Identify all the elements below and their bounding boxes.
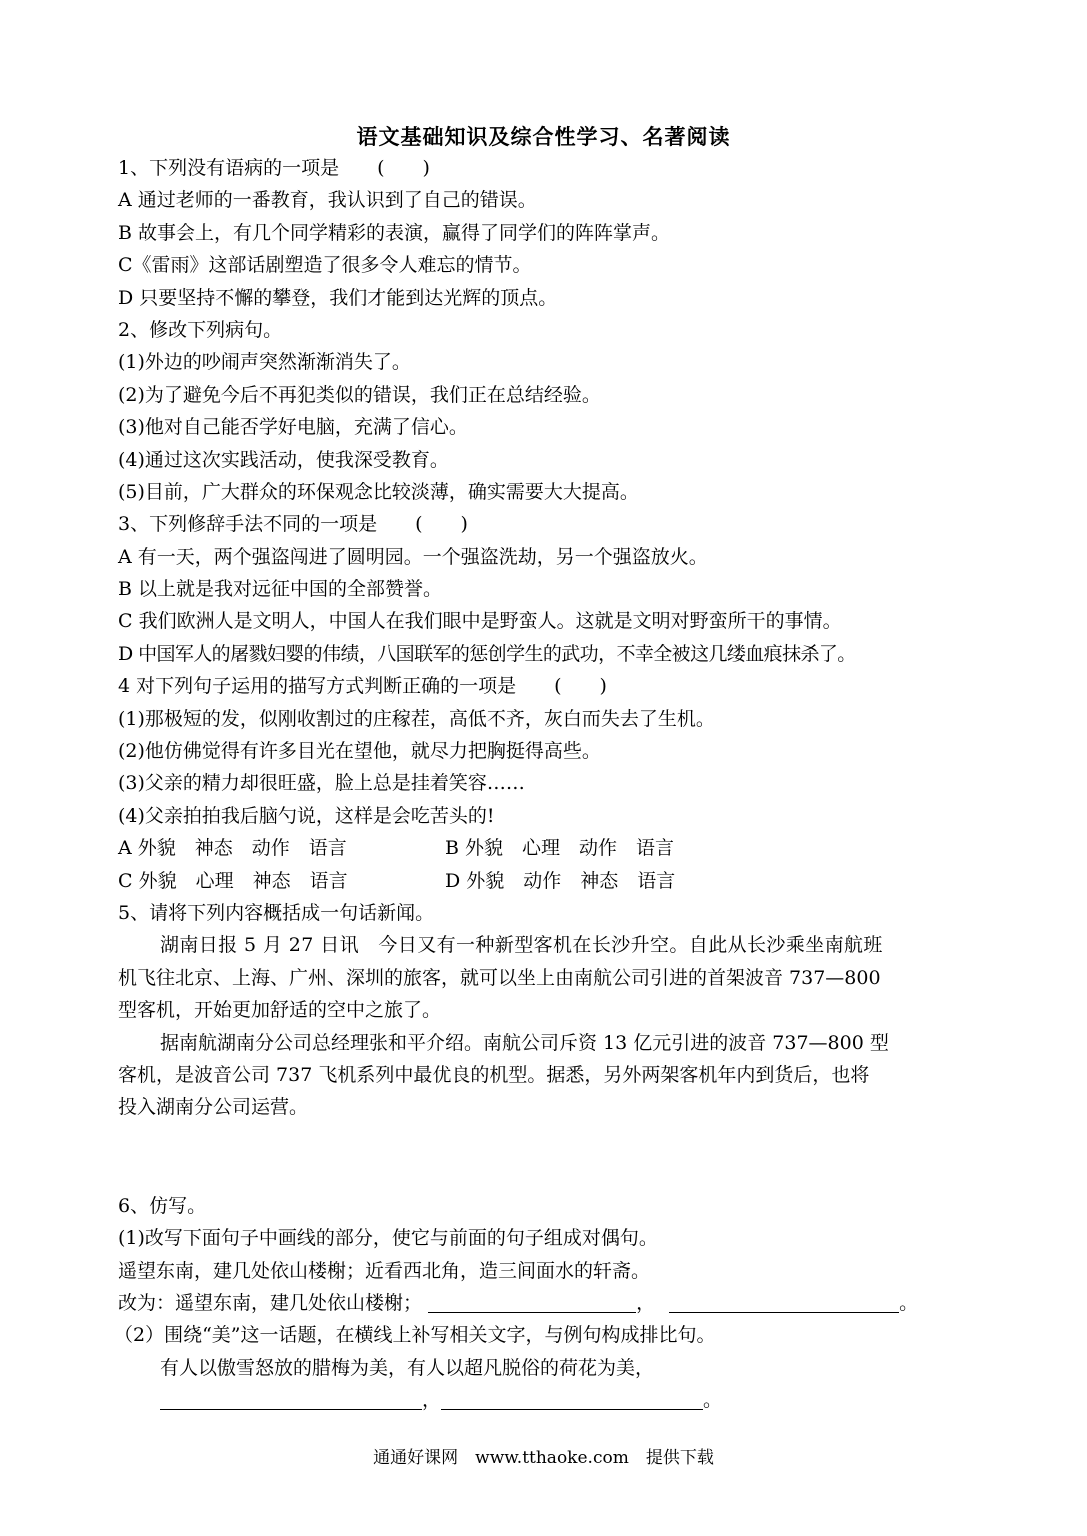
q2-sentence-1: (1)外边的吵闹声突然渐渐消失了。 xyxy=(118,351,411,374)
q4-sentence-4: (4)父亲拍拍我后脑勺说，这样是会吃苦头的! xyxy=(118,804,495,827)
q2-sentence-4: (4)通过这次实践活动，使我深受教育。 xyxy=(118,448,449,471)
q3-option-c: C 我们欧洲人是文明人，中国人在我们眼中是野蛮人。这就是文明对野蛮所干的事情。 xyxy=(118,610,842,633)
q6-part-2-blank-1[interactable] xyxy=(160,1387,422,1410)
q4-option-a: A 外貌 神态 动作 语言 xyxy=(118,837,347,860)
question-body xyxy=(114,152,978,1416)
q5-paragraph-2-line-3: 投入湖南分公司运营。 xyxy=(118,1096,309,1119)
q6-stem: 6、仿写。 xyxy=(118,1194,207,1217)
q6-example: 遥望东南，建几处依山楼榭；近看西北角，造三间面水的轩斋。 xyxy=(118,1259,651,1282)
page-title: 语文基础知识及综合性学习、名著阅读 xyxy=(356,124,731,149)
q6-part-1: (1)改写下面句子中画线的部分，使它与前面的句子组成对偶句。 xyxy=(118,1227,658,1250)
q3-option-b: B 以上就是我对远征中国的全部赞誉。 xyxy=(118,578,443,601)
q4-option-b: B 外貌 心理 动作 语言 xyxy=(445,837,675,860)
q4-options-row-1 xyxy=(118,832,978,864)
q6-part-2-period: 。 xyxy=(703,1389,723,1412)
q3-stem: 3、下列修辞手法不同的一项是 ( ) xyxy=(118,513,468,536)
q5-paragraph-2-line-1: 据南航湖南分公司总经理张和平介绍。南航公司斥资 13 亿元引进的波音 737—800 型 xyxy=(160,1031,889,1054)
q5-paragraph-1-line-2: 机飞往北京、上海、广州、深圳的旅客，就可以坐上由南航公司引进的首架波音 737—800 xyxy=(118,966,881,989)
q6-rewrite-row xyxy=(118,1287,978,1319)
q4-sentence-3: (3)父亲的精力却很旺盛，脸上总是挂着笑容…… xyxy=(118,772,525,795)
q1-option-a: A 通过老师的一番教育，我认识到了自己的错误。 xyxy=(118,189,537,212)
q1-option-b: B 故事会上，有几个同学精彩的表演，赢得了同学们的阵阵掌声。 xyxy=(118,221,671,244)
q4-option-c: C 外貌 心理 神态 语言 xyxy=(118,869,348,892)
q2-sentence-3: (3)他对自己能否学好电脑，充满了信心。 xyxy=(118,416,468,439)
q3-option-a: A 有一天，两个强盗闯进了圆明园。一个强盗洗劫，另一个强盗放火。 xyxy=(118,545,708,568)
q4-sentence-2: (2)他仿佛觉得有许多目光在望他，就尽力把胸挺得高些。 xyxy=(118,740,601,763)
q3-option-d: D 中国军人的屠戮妇婴的伟绩，八国联军的惩创学生的武功，不幸全被这几缕血痕抹杀了。 xyxy=(118,642,856,665)
q6-answer-blank-2[interactable] xyxy=(669,1290,899,1313)
q5-paragraph-1-line-3: 型客机，开始更加舒适的空中之旅了。 xyxy=(118,999,442,1022)
q6-rewrite-prefix: 改为：遥望东南，建几处依山楼榭； xyxy=(118,1291,423,1314)
q5-stem: 5、请将下列内容概括成一句话新闻。 xyxy=(118,901,435,924)
q6-answer-blank-1[interactable] xyxy=(428,1290,636,1313)
q5-paragraph-2-line-2: 客机，是波音公司 737 飞机系列中最优良的机型。据悉，另外两架客机年内到货后，也将 xyxy=(118,1063,870,1086)
q4-sentence-1: (1)那极短的发，似刚收割过的庄稼茬，高低不齐，灰白而失去了生机。 xyxy=(118,707,715,730)
q2-stem: 2、修改下列病句。 xyxy=(118,318,283,341)
q5-paragraph-1-line-1: 湖南日报 5 月 27 日讯 今日又有一种新型客机在长沙升空。自此从长沙乘坐南航班 xyxy=(160,934,883,957)
q6-part-2-comma: ， xyxy=(422,1389,442,1412)
q6-comma: ， xyxy=(636,1291,656,1314)
q6-part-2-blank-2[interactable] xyxy=(441,1387,703,1410)
answer-space xyxy=(118,1124,978,1190)
q6-part-2: （2）围绕“美”这一话题，在横线上补写相关文字，与例句构成排比句。 xyxy=(114,1324,716,1347)
q1-option-d: D 只要坚持不懈的攀登，我们才能到达光辉的顶点。 xyxy=(118,286,558,309)
q6-part-2-example: 有人以傲雪怒放的腊梅为美，有人以超凡脱俗的荷花为美， xyxy=(160,1356,655,1379)
q1-option-c: C《雷雨》这部话剧塑造了很多令人难忘的情节。 xyxy=(118,254,532,277)
q4-stem: 4 对下列句子运用的描写方式判断正确的一项是 ( ) xyxy=(118,675,607,698)
q4-options-row-2 xyxy=(118,865,978,897)
q2-sentence-5: (5)目前，广大群众的环保观念比较淡薄，确实需要大大提高。 xyxy=(118,480,639,503)
q1-stem: 1、下列没有语病的一项是 ( ) xyxy=(118,157,430,179)
q4-option-d: D 外貌 动作 神态 语言 xyxy=(445,869,676,892)
q6-period: 。 xyxy=(899,1291,919,1314)
q2-sentence-2: (2)为了避免今后不再犯类似的错误，我们正在总结经验。 xyxy=(118,383,601,406)
q6-part-2-answer-row xyxy=(118,1384,978,1416)
footer-credit: 通通好课网 www.tthaoke.com 提供下载 xyxy=(373,1448,714,1468)
